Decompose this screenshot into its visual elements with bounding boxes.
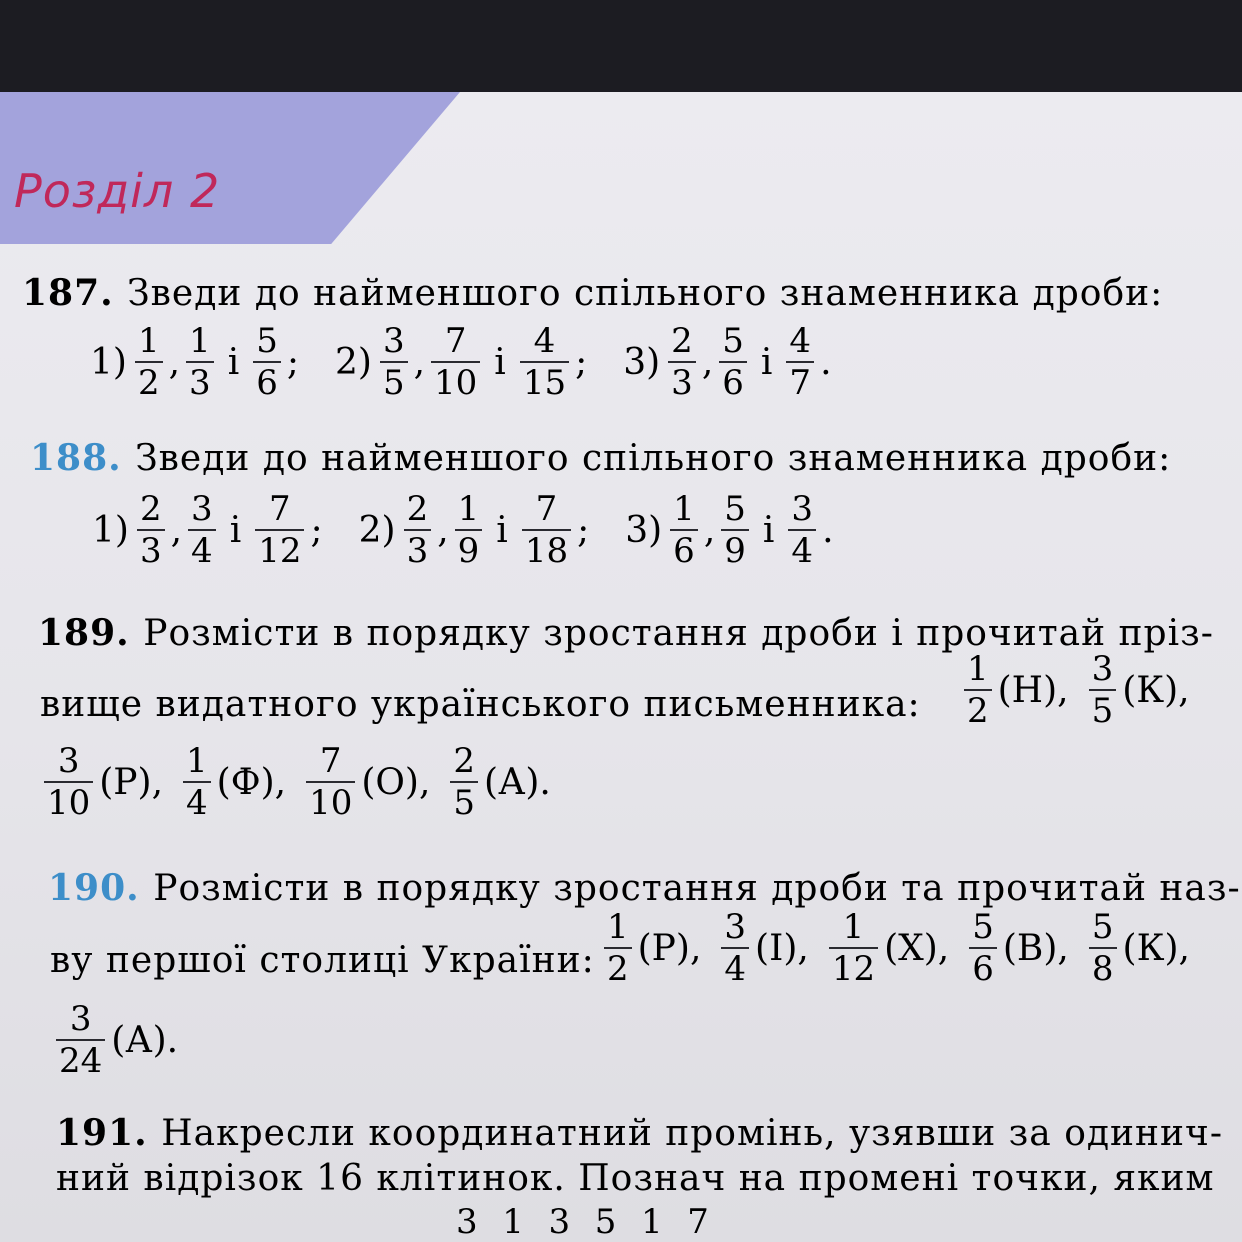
fraction-denominator: 5 xyxy=(453,783,476,823)
task-number: 187 xyxy=(22,272,101,314)
fraction xyxy=(186,321,214,403)
fraction-denominator: 7 xyxy=(789,363,812,403)
fraction-numerator: 1 xyxy=(967,649,989,689)
task-190-line-2: ву першої столиці України: xyxy=(50,940,595,981)
fraction-denominator: 4 xyxy=(791,531,814,571)
group-label: 3) xyxy=(625,509,663,551)
fraction-denominator: 4 xyxy=(724,949,747,989)
fraction-denominator: 10 xyxy=(47,783,91,823)
fraction xyxy=(522,489,571,571)
group-label: 1) xyxy=(92,509,129,551)
letter-label: (Р), xyxy=(99,761,164,803)
fraction xyxy=(44,741,93,823)
fraction xyxy=(1089,649,1117,731)
fraction-denominator: 24 xyxy=(59,1041,103,1081)
fraction xyxy=(964,649,992,731)
fraction xyxy=(135,321,163,403)
task-187-statement: 187. Зведи до найменшого спільного знаменника дроби: xyxy=(22,272,1164,314)
group-label: 1) xyxy=(90,341,127,383)
fraction-denominator: 5 xyxy=(382,363,405,403)
fraction xyxy=(431,321,480,403)
fraction xyxy=(188,489,216,571)
fraction xyxy=(183,741,211,823)
fraction-numerator: 1 xyxy=(186,741,208,781)
fraction-denominator: 6 xyxy=(722,363,744,403)
letter-label: (А). xyxy=(111,1019,179,1061)
task-189-line-2: вище видатного українського письменника: xyxy=(40,684,921,725)
fraction xyxy=(380,321,408,403)
fraction-numerator: 2 xyxy=(671,321,693,361)
fraction xyxy=(721,489,749,571)
letter-label: (В), xyxy=(1002,927,1069,969)
fraction-denominator: 2 xyxy=(607,949,629,989)
fraction-denominator: 3 xyxy=(406,531,429,571)
fraction-denominator: 4 xyxy=(186,783,208,823)
fraction-denominator: 8 xyxy=(1091,949,1114,989)
fraction xyxy=(455,489,483,571)
fraction xyxy=(253,321,281,403)
fraction xyxy=(306,741,355,823)
fraction-numerator: 3 xyxy=(57,741,80,781)
fraction-numerator: 4 xyxy=(533,321,556,361)
letter-label: (А). xyxy=(484,761,551,803)
fraction-numerator: 1 xyxy=(607,907,629,947)
separator: . xyxy=(822,509,834,551)
fraction xyxy=(670,489,698,571)
fraction-numerator: 5 xyxy=(724,489,746,529)
task-189-fractions-a xyxy=(960,649,1206,731)
task-190-fractions-b xyxy=(52,999,194,1081)
fraction xyxy=(719,321,747,403)
separator: , xyxy=(168,341,181,383)
fraction-numerator: 7 xyxy=(269,489,291,529)
letter-label: (Н), xyxy=(997,669,1069,711)
fraction-denominator: 3 xyxy=(189,363,211,403)
fraction-numerator: 5 xyxy=(256,321,278,361)
fraction-numerator: 1 xyxy=(673,489,695,529)
fraction xyxy=(604,907,632,989)
section-title: Розділ 2 xyxy=(14,164,221,218)
task-191-line-2: ний відрізок 16 клітинок. Познач на промені точки, яким xyxy=(56,1158,1215,1199)
fraction-denominator: 12 xyxy=(258,531,302,571)
fraction-denominator: 3 xyxy=(139,531,162,571)
separator: і xyxy=(760,341,773,383)
fraction-numerator: 2 xyxy=(453,741,476,781)
task-188-fractions xyxy=(92,489,836,571)
task-number: 191 xyxy=(56,1112,135,1154)
fraction-numerator: 2 xyxy=(406,489,429,529)
fraction-denominator: 12 xyxy=(831,949,876,989)
fraction-numerator: 1 xyxy=(189,321,211,361)
fraction-denominator: 6 xyxy=(673,531,695,571)
fraction xyxy=(520,321,569,403)
fraction-denominator: 10 xyxy=(309,783,353,823)
separator: , xyxy=(437,509,449,551)
fraction-numerator: 3 xyxy=(69,999,92,1039)
fraction-denominator: 3 xyxy=(671,363,693,403)
task-number: 189 xyxy=(38,612,117,654)
fraction-denominator: 2 xyxy=(137,363,160,403)
letter-label: (Р), xyxy=(637,927,702,969)
fraction xyxy=(788,489,816,571)
fraction-numerator: 3 xyxy=(1091,649,1114,689)
fraction xyxy=(255,489,304,571)
fraction-denominator: 2 xyxy=(967,691,989,731)
fraction-numerator: 3 xyxy=(791,489,814,529)
fraction xyxy=(721,907,749,989)
separator: , xyxy=(701,341,714,383)
separator: , xyxy=(170,509,183,551)
fraction xyxy=(829,907,878,989)
separator: і xyxy=(227,341,240,383)
separator: і xyxy=(494,341,506,383)
group-label: 2) xyxy=(334,341,372,383)
task-number: 188 xyxy=(30,437,109,479)
fraction-numerator: 3 xyxy=(191,489,213,529)
fraction-denominator: 6 xyxy=(972,949,994,989)
letter-label: (К), xyxy=(1122,927,1190,969)
group-label: 3) xyxy=(623,341,661,383)
fraction-denominator: 6 xyxy=(256,363,278,403)
separator: , xyxy=(703,509,716,551)
fraction-numerator: 1 xyxy=(137,321,160,361)
fraction-denominator: 9 xyxy=(724,531,746,571)
task-text: Зведи до найменшого спільного знаменника дроби: xyxy=(135,438,1172,479)
fraction-denominator: 10 xyxy=(434,363,478,403)
fraction-numerator: 3 xyxy=(724,907,747,947)
fraction xyxy=(786,321,814,403)
task-191-partial-numerators: 3 1 3 5 1 7 xyxy=(456,1202,710,1242)
fraction-numerator: 2 xyxy=(139,489,162,529)
task-190-fractions-a xyxy=(600,907,1206,989)
fraction xyxy=(450,741,478,823)
textbook-page xyxy=(0,92,1242,1242)
separator: і xyxy=(229,509,242,551)
separator: і xyxy=(762,509,775,551)
fraction-numerator: 5 xyxy=(972,907,994,947)
fraction-denominator: 5 xyxy=(1091,691,1114,731)
fraction-denominator: 9 xyxy=(457,531,480,571)
fraction-numerator: 7 xyxy=(319,741,342,781)
fraction-numerator: 1 xyxy=(842,907,865,947)
separator: , xyxy=(413,341,426,383)
task-text: Зведи до найменшого спільного знаменника дроби: xyxy=(127,273,1164,314)
separator: ; xyxy=(577,509,590,551)
fraction-denominator: 15 xyxy=(522,363,567,403)
fraction xyxy=(56,999,105,1081)
fraction xyxy=(404,489,432,571)
letter-label: (О), xyxy=(361,761,431,803)
fraction-numerator: 3 xyxy=(382,321,405,361)
separator: і xyxy=(496,509,508,551)
letter-label: (К), xyxy=(1122,669,1190,711)
separator: ; xyxy=(286,341,299,383)
fraction-denominator: 4 xyxy=(191,531,213,571)
fraction-numerator: 4 xyxy=(789,321,812,361)
separator: . xyxy=(820,341,832,383)
letter-label: (Ф), xyxy=(216,761,287,803)
fraction-numerator: 7 xyxy=(444,321,467,361)
separator: ; xyxy=(575,341,588,383)
fraction-numerator: 5 xyxy=(1091,907,1114,947)
fraction-denominator: 18 xyxy=(524,531,569,571)
letter-label: (Х), xyxy=(884,927,950,969)
task-189-line-1: 189. Розмісти в порядку зростання дроби і прочитай пріз- xyxy=(38,612,1214,654)
task-number: 190 xyxy=(48,867,127,909)
fraction-numerator: 7 xyxy=(535,489,558,529)
fraction xyxy=(969,907,997,989)
task-187-fractions xyxy=(90,321,834,403)
fraction xyxy=(137,489,165,571)
fraction xyxy=(1089,907,1117,989)
fraction-numerator: 1 xyxy=(457,489,480,529)
task-190-line-1: 190. Розмісти в порядку зростання дроби та прочитай наз- xyxy=(48,867,1241,909)
fraction-numerator: 5 xyxy=(722,321,744,361)
task-188-statement: 188. Зведи до найменшого спільного знаменника дроби: xyxy=(30,437,1172,479)
group-label: 2) xyxy=(358,509,396,551)
letter-label: (І), xyxy=(755,927,809,969)
separator: ; xyxy=(310,509,323,551)
task-189-fractions-b xyxy=(40,741,567,823)
fraction xyxy=(668,321,696,403)
task-191-line-1: 191. Накресли координатний промінь, узявши за одинич- xyxy=(56,1112,1223,1154)
